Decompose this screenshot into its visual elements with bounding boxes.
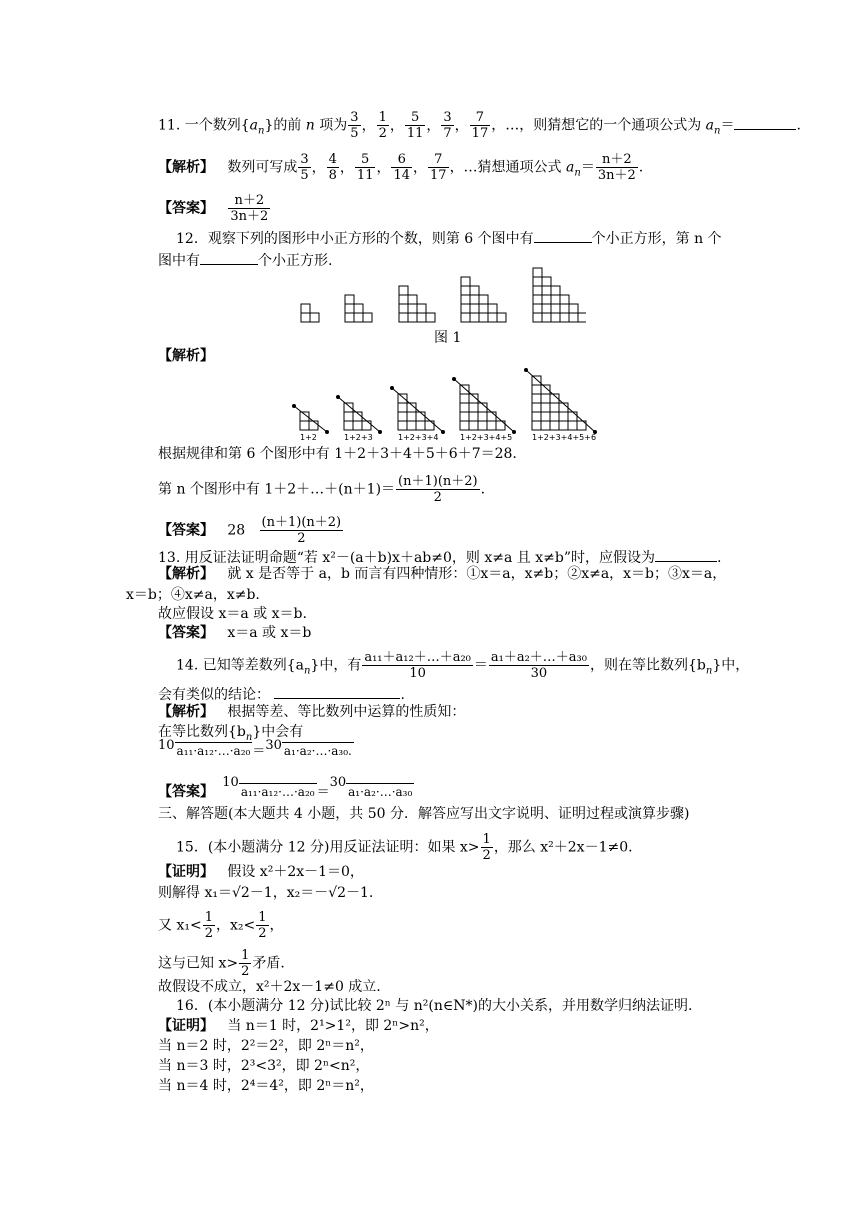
q14-root-formula: 10 a₁₁·a₁₂·…·a₂₀ ＝30 a₁·a₂·…·a₃₀. [158, 738, 352, 759]
square [301, 304, 310, 313]
square [460, 394, 469, 403]
square [460, 403, 469, 412]
square [478, 412, 487, 421]
square [470, 304, 479, 313]
q13-stem: 13. 用反证法证明命题“若 x²－(a＋b)x＋ab≠0，则 x≠a 且 x≠b”时，应假设为 . [158, 547, 721, 568]
square [408, 313, 417, 322]
diagonal-line [392, 388, 443, 432]
square [416, 412, 425, 421]
endpoint-dot [292, 404, 296, 408]
q15-proof-line4: 这与已知 x> $\frac{1}{2}$ 矛盾. [158, 948, 285, 979]
square [417, 313, 426, 322]
q14-stem-line2: 会有类似的结论： . [158, 684, 405, 705]
square [479, 304, 488, 313]
endpoint-dot [512, 430, 516, 434]
endpoint-dot [524, 368, 528, 372]
q12-nth: 第 n 个图形中有 1＋2＋…＋(n＋1)＝ $\frac{(n+1)(n+2)}{2}$ . [158, 474, 486, 505]
square [398, 412, 407, 421]
square [551, 313, 560, 322]
square [399, 295, 408, 304]
square [344, 421, 353, 430]
square [479, 295, 488, 304]
square [426, 313, 435, 322]
figure-label: 1+2+3+4 [398, 433, 439, 442]
square [309, 421, 318, 430]
square [559, 421, 568, 430]
square [461, 295, 470, 304]
q15-conclusion: 故假设不成立，x²＋2x－1≠0 成立. [158, 979, 381, 995]
q13-answer: 【答案】 x＝a 或 x＝b [158, 625, 312, 641]
square [568, 412, 577, 421]
q12-solution-label: 【解析】 [158, 348, 214, 364]
q16-proof-line4: 当 n＝4 时，2⁴＝4²，即 2ⁿ＝n²， [158, 1078, 374, 1094]
square [497, 313, 506, 322]
endpoint-dot [390, 386, 394, 390]
square [560, 304, 569, 313]
square [550, 421, 559, 430]
q13-conclusion: 故应假设 x＝a 或 x＝b. [158, 606, 307, 622]
square [532, 403, 541, 412]
staircase-diagonal-figure [286, 364, 616, 446]
square [542, 277, 551, 286]
square [569, 313, 578, 322]
q14-answer: 【答案】 10a₁₁·a₁₂·…·a₂₀ ＝30a₁·a₂·…·a₃₀ [158, 775, 413, 800]
q13-solution-cont: x＝b；④x≠a，x≠b. [126, 587, 260, 603]
q12-rule: 根据规律和第 6 个图形中有 1＋2＋3＋4＋5＋6＋7＝28. [158, 446, 517, 462]
endpoint-dot [378, 430, 382, 434]
q14-stem: 14. 已知等差数列$\{a_n\}$中，有 $\frac{\text{a₁₁＋a₁₂＋…＋a₂₀}}{10}$ ＝ $\frac{\text{a₁＋a₂＋…＋a₃₀}}{30}$ ，则在等比数列$\{b_n\}$中， [176, 650, 750, 681]
square [551, 295, 560, 304]
answer-blank [734, 115, 796, 130]
q12-stem-line1: 12．观察下列的图形中小正方形的个数，则第 6 个图中有 个小正方形，第 n 个 [176, 228, 722, 249]
square [470, 295, 479, 304]
q15-proof: 【证明】 假设 x²＋2x－1＝0， [158, 864, 364, 880]
q11-solution: 【解析】 数列可写成 $\frac{3}{5}$ ， $\frac{4}{8}$ ， $\frac{5}{11}$ ， $\frac{6}{14}$ ， $\frac{7}{17}$ ，…猜想通项公式 $a_n=$ $\frac{n+2}{3n+2}$ . [158, 152, 644, 183]
square [569, 304, 578, 313]
square [460, 421, 469, 430]
square [354, 313, 363, 322]
square [417, 304, 426, 313]
square [551, 286, 560, 295]
square [301, 313, 310, 322]
square [542, 295, 551, 304]
fraction: $\frac{3}{7}$ [443, 110, 452, 141]
q15-stem: 15．(本小题满分 12 分)用反证法证明：如果 x> $\frac{1}{2}$ ，那么 x²＋2x－1≠0. [176, 832, 633, 863]
square [398, 403, 407, 412]
square [345, 313, 354, 322]
square [551, 304, 560, 313]
square [578, 313, 586, 322]
square [461, 286, 470, 295]
fraction: $\frac{3}{5}$ [350, 110, 359, 141]
square [559, 412, 568, 421]
fraction: $\frac{7}{17}$ [471, 110, 489, 141]
endpoint-dot [336, 395, 340, 399]
figure-label: 1+2 [300, 433, 317, 442]
square [550, 412, 559, 421]
square [344, 403, 353, 412]
square [399, 304, 408, 313]
q11-answer: 【答案】 $\frac{n+2}{3n+2}$ [158, 193, 269, 224]
square [533, 277, 542, 286]
q16-proof-line2: 当 n＝2 时，2²＝2²，即 2ⁿ＝n²， [158, 1038, 374, 1054]
endpoint-dot [441, 430, 445, 434]
square [533, 286, 542, 295]
square [362, 421, 371, 430]
square [461, 313, 470, 322]
square [399, 313, 408, 322]
square [460, 385, 469, 394]
section-heading: 三、解答题(本大题共 4 小题，共 50 分．解答应写出文字说明、证明过程或演算步骤) [158, 806, 690, 822]
square [300, 421, 309, 430]
fraction: $\frac{7}{17}$ [430, 152, 447, 183]
square [469, 403, 478, 412]
q15-proof-line2: 则解得 x₁＝√2－1，x₂＝－√2－1. [158, 885, 374, 901]
square [541, 394, 550, 403]
square [532, 421, 541, 430]
diagonal-line [526, 370, 595, 432]
fraction: $\frac{3}{5}$ [300, 152, 309, 183]
q14-solution-line2: 在等比数列$\{b_n\}$中会有 [158, 724, 304, 743]
square [542, 286, 551, 295]
square [488, 313, 497, 322]
square [532, 376, 541, 385]
square [487, 412, 496, 421]
square [550, 403, 559, 412]
square [478, 421, 487, 430]
endpoint-dot [452, 377, 456, 381]
square [469, 421, 478, 430]
q11-sol-sequence: $\frac{3}{5}$ ， $\frac{4}{8}$ ， $\frac{5}{11}$ ， $\frac{6}{14}$ ， $\frac{7}{17}$ [300, 152, 447, 183]
square [461, 304, 470, 313]
figure-label: 1+2+3 [344, 433, 373, 442]
q16-stem: 16．(本小题满分 12 分)试比较 2ⁿ 与 n²(n∈N*)的大小关系，并用数学归纳法证明. [176, 998, 693, 1014]
q11-stem: 11. 一个数列$\{a_n\}$的前 n 项为 $\frac{3}{5}$ ， $\frac{1}{2}$ ， $\frac{5}{11}$ ， $\frac{3}{7}$ ， $\frac{7}{17}$ ，…，则猜想它的一个通项公式为 $a_n=$ . [158, 110, 801, 141]
square [568, 421, 577, 430]
fraction: $\frac{6}{14}$ [393, 152, 411, 183]
figure-label: 1+2+3+4+5 [460, 433, 513, 442]
square [407, 421, 416, 430]
square [479, 313, 488, 322]
endpoint-dot [325, 430, 329, 434]
staircase-figure [296, 266, 586, 328]
square [487, 421, 496, 430]
fraction: $\frac{4}{8}$ [328, 152, 337, 183]
square [541, 385, 550, 394]
diagonal-line [294, 406, 327, 432]
square [533, 304, 542, 313]
q16-proof: 【证明】 当 n＝1 时，2¹>1²，即 2ⁿ>n²， [158, 1018, 439, 1034]
square [541, 403, 550, 412]
square [533, 313, 542, 322]
square [345, 304, 354, 313]
square [398, 394, 407, 403]
square [532, 394, 541, 403]
q14-solution: 【解析】 根据等差、等比数列中运算的性质知： [158, 704, 466, 720]
square [541, 412, 550, 421]
square [460, 412, 469, 421]
q11-sequence: $\frac{3}{5}$ ， $\frac{1}{2}$ ， $\frac{5}{11}$ ， $\frac{3}{7}$ ， $\frac{7}{17}$ [350, 110, 489, 141]
square [470, 313, 479, 322]
diagonal-line [454, 379, 514, 432]
figure-label: 1+2+3+4+5+6 [532, 433, 597, 442]
square [461, 277, 470, 286]
square [533, 268, 542, 277]
square [488, 304, 497, 313]
fraction: $\frac{5}{11}$ [406, 110, 424, 141]
square [533, 295, 542, 304]
square [541, 421, 550, 430]
q12-answer: 【答案】 28 $\frac{(n+1)(n+2)}{2}$ [158, 515, 342, 546]
fraction: $\frac{1}{2}$ [378, 110, 387, 141]
square [310, 313, 319, 322]
square [532, 412, 541, 421]
square [363, 313, 372, 322]
square [560, 313, 569, 322]
square [344, 412, 353, 421]
q13-solution: 【解析】 就 x 是否等于 a，b 而言有四种情形：①x＝a，x≠b；②x≠a，x＝b；③x＝a， [158, 566, 727, 582]
square [399, 286, 408, 295]
square [398, 421, 407, 430]
square [469, 412, 478, 421]
figure-caption: 图 1 [434, 330, 462, 346]
square [425, 421, 434, 430]
square [408, 304, 417, 313]
square [560, 295, 569, 304]
q16-proof-line3: 当 n＝3 时，2³<3²，即 2ⁿ<n²， [158, 1058, 370, 1074]
square [542, 313, 551, 322]
square [532, 385, 541, 394]
q12-stem-line2: 图中有 个小正方形. [158, 250, 332, 271]
q15-proof-line3: 又 x₁< $\frac{1}{2}$ ，x₂< $\frac{1}{2}$ ， [158, 910, 284, 941]
square [407, 412, 416, 421]
square [408, 295, 417, 304]
fraction: $\frac{5}{11}$ [356, 152, 374, 183]
square [542, 304, 551, 313]
square [345, 295, 354, 304]
square [353, 421, 362, 430]
square [470, 286, 479, 295]
square [354, 304, 363, 313]
square [416, 421, 425, 430]
